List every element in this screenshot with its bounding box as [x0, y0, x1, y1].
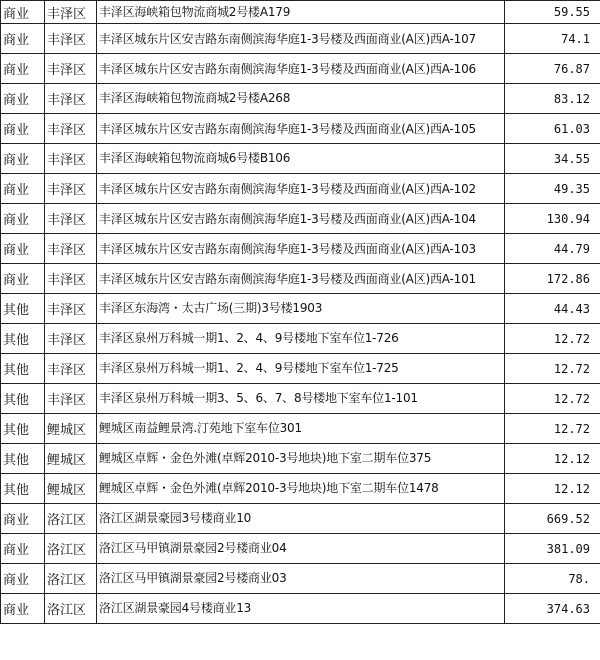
table-row — [1, 474, 600, 504]
area-cell: 12.72 — [505, 324, 600, 354]
address-cell: 丰泽区海峡箱包物流商城2号楼A179 — [97, 1, 505, 24]
district-cell: 丰泽区 — [45, 174, 97, 204]
district-cell: 丰泽区 — [45, 204, 97, 234]
area-cell: 12.72 — [505, 414, 600, 444]
address-cell: 丰泽区城东片区安吉路东南侧滨海华庭1-3号楼及西面商业(A区)西A-107 — [97, 24, 505, 54]
property-type-cell: 其他 — [1, 414, 45, 444]
table-row — [1, 534, 600, 564]
property-type-cell: 商业 — [1, 204, 45, 234]
table-row — [1, 564, 600, 594]
table-row — [1, 24, 600, 54]
area-cell: 374.63 — [505, 594, 600, 624]
district-cell: 洛江区 — [45, 534, 97, 564]
property-type-cell: 商业 — [1, 54, 45, 84]
area-cell: 76.87 — [505, 54, 600, 84]
area-cell: 172.86 — [505, 264, 600, 294]
address-cell: 洛江区马甲镇湖景豪园2号楼商业04 — [97, 534, 505, 564]
district-cell: 丰泽区 — [45, 294, 97, 324]
property-type-cell: 商业 — [1, 594, 45, 624]
district-cell: 鲤城区 — [45, 444, 97, 474]
area-cell: 12.12 — [505, 474, 600, 504]
property-type-cell: 其他 — [1, 294, 45, 324]
address-cell: 丰泽区海峡箱包物流商城6号楼B106 — [97, 144, 505, 174]
area-cell: 78. — [505, 564, 600, 594]
property-type-cell: 其他 — [1, 444, 45, 474]
property-type-cell: 商业 — [1, 234, 45, 264]
table-row — [1, 54, 600, 84]
district-cell: 丰泽区 — [45, 234, 97, 264]
address-cell: 丰泽区城东片区安吉路东南侧滨海华庭1-3号楼及西面商业(A区)西A-103 — [97, 234, 505, 264]
address-cell: 丰泽区城东片区安吉路东南侧滨海华庭1-3号楼及西面商业(A区)西A-102 — [97, 174, 505, 204]
table-row — [1, 294, 600, 324]
address-cell: 丰泽区泉州万科城一期3、5、6、7、8号楼地下室车位1-101 — [97, 384, 505, 414]
property-type-cell: 商业 — [1, 174, 45, 204]
table-row — [1, 84, 600, 114]
table-row — [1, 264, 600, 294]
property-type-cell: 商业 — [1, 144, 45, 174]
district-cell: 丰泽区 — [45, 324, 97, 354]
address-cell: 丰泽区城东片区安吉路东南侧滨海华庭1-3号楼及西面商业(A区)西A-104 — [97, 204, 505, 234]
address-cell: 丰泽区东海湾・太古广场(三期)3号楼1903 — [97, 294, 505, 324]
address-cell: 鲤城区南益鲤景湾.汀苑地下室车位301 — [97, 414, 505, 444]
area-cell: 74.1 — [505, 24, 600, 54]
table-row — [1, 384, 600, 414]
property-type-cell: 其他 — [1, 474, 45, 504]
property-type-cell: 其他 — [1, 384, 45, 414]
table-row — [1, 174, 600, 204]
table-row — [1, 414, 600, 444]
property-type-cell: 商业 — [1, 114, 45, 144]
district-cell: 洛江区 — [45, 504, 97, 534]
table-row — [1, 144, 600, 174]
address-cell: 鲤城区卓辉・金色外滩(卓辉2010-3号地块)地下室二期车位375 — [97, 444, 505, 474]
table-row — [1, 504, 600, 534]
address-cell: 丰泽区泉州万科城一期1、2、4、9号楼地下室车位1-725 — [97, 354, 505, 384]
district-cell: 丰泽区 — [45, 354, 97, 384]
table-row — [1, 234, 600, 264]
address-cell: 丰泽区城东片区安吉路东南侧滨海华庭1-3号楼及西面商业(A区)西A-106 — [97, 54, 505, 84]
address-cell: 丰泽区城东片区安吉路东南侧滨海华庭1-3号楼及西面商业(A区)西A-105 — [97, 114, 505, 144]
table-row — [1, 354, 600, 384]
district-cell: 洛江区 — [45, 594, 97, 624]
address-cell: 洛江区马甲镇湖景豪园2号楼商业03 — [97, 564, 505, 594]
district-cell: 丰泽区 — [45, 384, 97, 414]
address-cell: 鲤城区卓辉・金色外滩(卓辉2010-3号地块)地下室二期车位1478 — [97, 474, 505, 504]
property-type-cell: 商业 — [1, 84, 45, 114]
district-cell: 丰泽区 — [45, 264, 97, 294]
area-cell: 130.94 — [505, 204, 600, 234]
address-cell: 洛江区湖景豪园3号楼商业10 — [97, 504, 505, 534]
district-cell: 丰泽区 — [45, 1, 97, 24]
district-cell: 洛江区 — [45, 564, 97, 594]
area-cell: 44.43 — [505, 294, 600, 324]
property-type-cell: 其他 — [1, 324, 45, 354]
district-cell: 丰泽区 — [45, 84, 97, 114]
property-type-cell: 商业 — [1, 1, 45, 24]
property-table-body — [1, 1, 600, 624]
property-type-cell: 商业 — [1, 24, 45, 54]
address-cell: 丰泽区城东片区安吉路东南侧滨海华庭1-3号楼及西面商业(A区)西A-101 — [97, 264, 505, 294]
table-row — [1, 594, 600, 624]
area-cell: 59.55 — [505, 1, 600, 24]
table-row — [1, 1, 600, 24]
area-cell: 34.55 — [505, 144, 600, 174]
table-row — [1, 204, 600, 234]
district-cell: 鲤城区 — [45, 414, 97, 444]
district-cell: 丰泽区 — [45, 54, 97, 84]
area-cell: 12.72 — [505, 354, 600, 384]
area-cell: 381.09 — [505, 534, 600, 564]
area-cell: 669.52 — [505, 504, 600, 534]
area-cell: 49.35 — [505, 174, 600, 204]
district-cell: 鲤城区 — [45, 474, 97, 504]
table-row — [1, 324, 600, 354]
address-cell: 丰泽区海峡箱包物流商城2号楼A268 — [97, 84, 505, 114]
area-cell: 12.12 — [505, 444, 600, 474]
table-row — [1, 114, 600, 144]
table-row — [1, 444, 600, 474]
property-type-cell: 商业 — [1, 534, 45, 564]
property-type-cell: 其他 — [1, 354, 45, 384]
area-cell: 12.72 — [505, 384, 600, 414]
area-cell: 83.12 — [505, 84, 600, 114]
property-type-cell: 商业 — [1, 504, 45, 534]
property-type-cell: 商业 — [1, 264, 45, 294]
area-cell: 44.79 — [505, 234, 600, 264]
area-cell: 61.03 — [505, 114, 600, 144]
property-type-cell: 商业 — [1, 564, 45, 594]
address-cell: 丰泽区泉州万科城一期1、2、4、9号楼地下室车位1-726 — [97, 324, 505, 354]
district-cell: 丰泽区 — [45, 114, 97, 144]
district-cell: 丰泽区 — [45, 144, 97, 174]
address-cell: 洛江区湖景豪园4号楼商业13 — [97, 594, 505, 624]
district-cell: 丰泽区 — [45, 24, 97, 54]
